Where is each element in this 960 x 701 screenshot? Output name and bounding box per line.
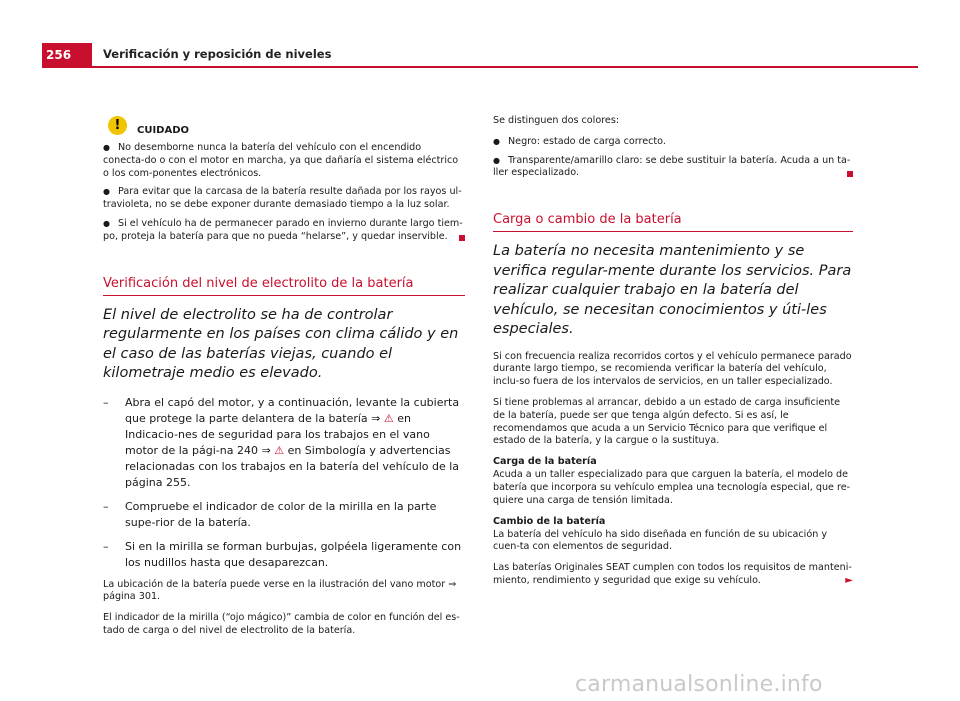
color-item: ● Transparente/amarillo claro: se debe sustituir la batería. Acuda a un ta-ller especializado. [493,155,853,181]
body-paragraph: La batería del vehículo ha sido diseñada en función de su ubicación y cuen-ta con elementos de seguridad. [493,528,828,553]
section-title-charging: Carga o cambio de la batería [493,212,682,228]
subheading: Carga de la batería [493,456,597,468]
header-rule [42,66,918,68]
caution-item: ● Para evitar que la carcasa de la batería resulte dañada por los rayos ul-travioleta, no se debe exponer durante demasiado tiempo a la luz solar. [103,186,462,211]
body-paragraph: Las baterías Originales SEAT cumplen con todos los requisitos de manteni-miento, rendimiento y seguridad que exige su vehículo. ► [493,562,853,587]
caution-item: ● No desemborne nunca la batería del vehículo con el encendido conecta-do o con el motor en marcha, ya que dañaría el sistema eléctrico o los com-ponentes electrónicos. [103,142,459,179]
body-paragraph: Acuda a un taller especializado para que carguen la batería, el modelo de batería que incorpora su vehículo emplea una tecnología especial, que re-quiere una carga de tensión limitada. [493,469,851,506]
section-title-electrolyte: Verificación del nivel de electrolito de la batería [103,275,414,291]
warning-triangle-icon: ⚠ [383,411,394,425]
left-column [103,115,465,646]
page-number: 256 [42,43,92,67]
colors-intro: Se distinguen dos colores: [493,115,620,126]
body-paragraph: La ubicación de la batería puede verse en la ilustración del vano motor ⇒ página 301. [103,578,457,603]
right-column [493,115,853,596]
section-lead: El nivel de electrolito se ha de controlar regularmente en los países con clima cálido y en el caso de las baterías viejas, cuando el kilometraje medio es elevado. [103,306,459,382]
section-lead: La batería no necesita mantenimiento y se verifica regular-mente durante los servicios. Para realizar cualquier trabajo en la batería del vehículo, se necesitan conocimientos y úti-les especiales. [493,243,852,338]
caution-item: ● Si el vehículo ha de permanecer parado en invierno durante largo tiem-po, proteja la batería para que no pueda “helarse”, y quedar inservible. [103,218,465,244]
watermark: carmanualsonline.info [575,672,823,697]
step-item: – Si en la mirilla se forman burbujas, golpéela ligeramente con los nudillos hasta que desaparezcan. [103,539,462,569]
warning-triangle-icon: ⚠ [274,443,285,457]
step-item: – Compruebe el indicador de color de la mirilla en la parte supe-rior de la batería. [103,499,437,529]
subheading: Cambio de la batería [493,515,606,527]
page-header [0,0,960,70]
caution-header [108,115,465,136]
step-item: – Abra el capó del motor, y a continuación, levante la cubierta que protege la parte delantera de la batería ⇒ ⚠ en Indicacio-nes de seguridad para los trabajos en el vano motor de la pági-na 240 ⇒ ⚠ en Simbología y advertencias relacionadas con los trabajos en la batería del vehículo de la página 255. [103,395,460,489]
color-item: ● Negro: estado de carga correcto. [493,135,666,147]
end-of-section-mark [847,171,853,177]
end-of-section-mark [459,235,465,241]
caution-label: CUIDADO [137,125,190,136]
body-paragraph: Si tiene problemas al arrancar, debido a un estado de carga insuficiente de la batería, puede ser que tenga algún defecto. Si es así, le recomendamos que acuda a un Servicio Técnico para que verifique el estado de la batería, y la cargue o la sustituya. [493,397,841,447]
chapter-title: Verificación y reposición de niveles [103,47,332,61]
body-paragraph: Si con frecuencia realiza recorridos cortos y el vehículo permanece parado durante largo tiempo, se recomienda verificar la batería del vehículo, inclu-so fuera de los intervalos de servicios, en un taller especializado. [493,350,852,388]
section-rule [103,295,465,296]
caution-exclamation-icon: ! [108,116,127,135]
section-rule [493,231,853,232]
continue-arrow-icon: ► [845,575,853,587]
body-paragraph: El indicador de la mirilla (“ojo mágico)” cambia de color en función del es-tado de carga o del nivel de electrolito de la batería. [103,612,460,636]
